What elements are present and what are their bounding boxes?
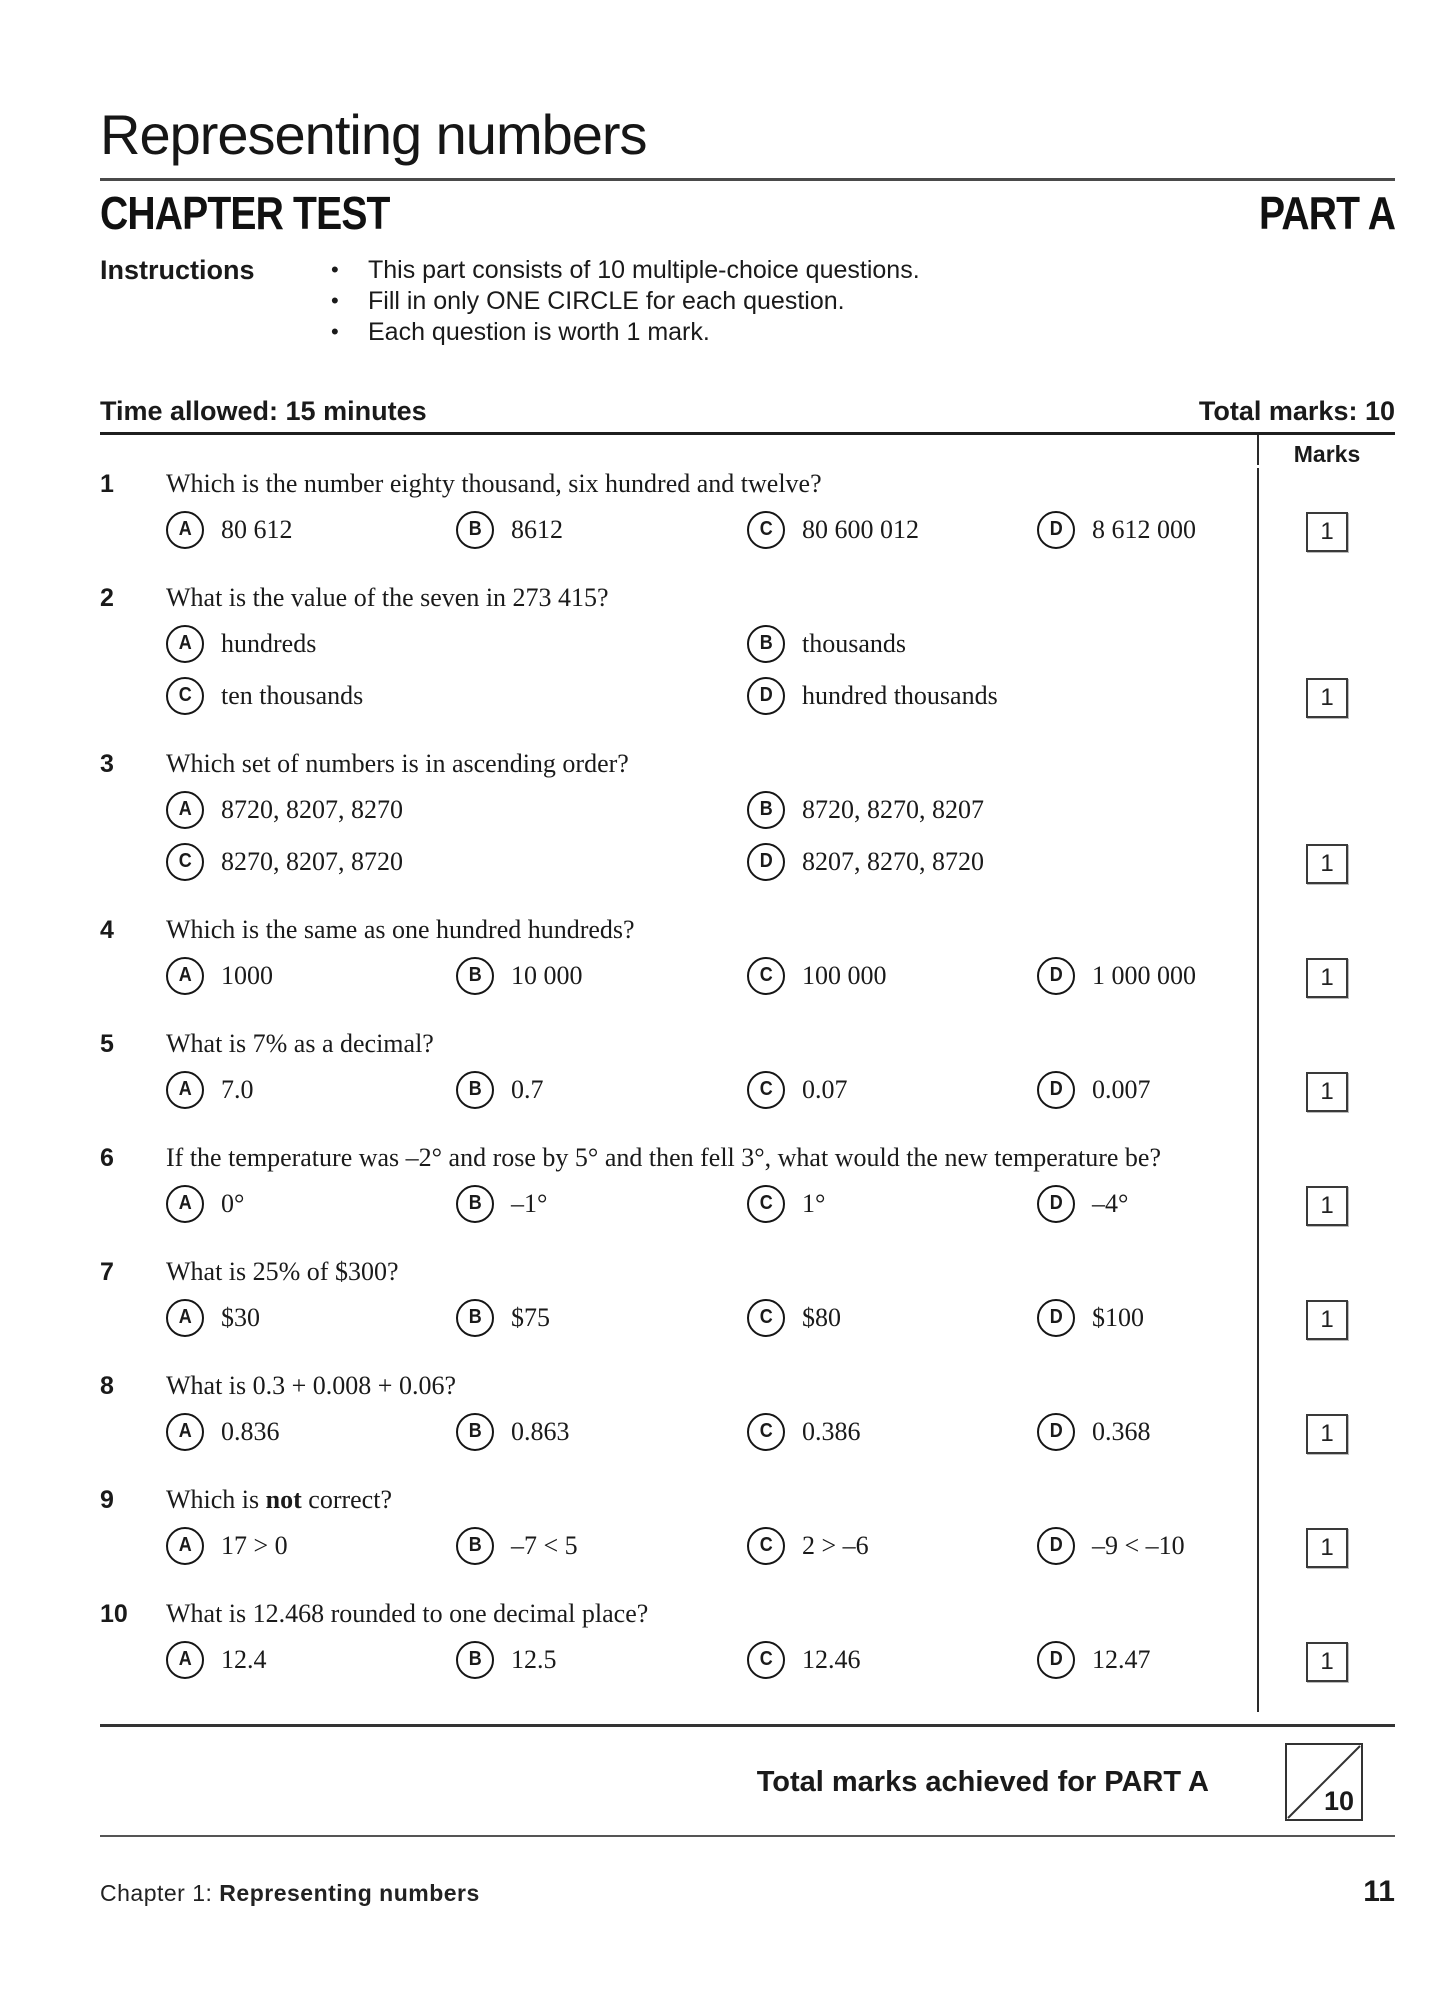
option-text: 10 000 xyxy=(511,961,583,990)
question-number: 6 xyxy=(100,1144,114,1172)
marks-cell xyxy=(1259,1256,1395,1370)
option-letter: B xyxy=(468,518,482,540)
option xyxy=(166,676,747,716)
time-allowed-label: Time allowed: 15 minutes xyxy=(100,396,427,426)
option-text: 0° xyxy=(221,1189,245,1218)
option xyxy=(1037,1412,1257,1452)
option-letter: A xyxy=(178,964,192,986)
option-bubble-C[interactable] xyxy=(747,1299,785,1337)
option-letter: C xyxy=(759,1078,773,1100)
option xyxy=(166,1070,456,1110)
option-text: 17 > 0 xyxy=(221,1531,288,1560)
option-letter: A xyxy=(178,518,192,540)
option xyxy=(747,956,1037,996)
option xyxy=(166,1412,456,1452)
option-text: 100 000 xyxy=(802,961,887,990)
option-text: 8270, 8207, 8720 xyxy=(221,847,403,876)
question-row xyxy=(100,914,1395,1028)
option-text: 0.07 xyxy=(802,1075,848,1104)
option xyxy=(747,510,1037,550)
option-bubble-D[interactable] xyxy=(1037,511,1075,549)
marks-header-row xyxy=(100,435,1395,468)
option-bubble-A[interactable] xyxy=(166,957,204,995)
option-text: hundreds xyxy=(221,629,317,658)
option-letter: C xyxy=(759,964,773,986)
option xyxy=(1037,1184,1257,1224)
options-grid xyxy=(166,956,1257,996)
option-text: thousands xyxy=(802,629,906,658)
mark-box[interactable]: 1 xyxy=(1306,844,1348,884)
option xyxy=(166,842,747,882)
option xyxy=(747,1184,1037,1224)
question-row xyxy=(100,1484,1395,1598)
option-letter: C xyxy=(759,518,773,540)
option-text: –4° xyxy=(1092,1189,1129,1218)
total-marks-possible: 10 xyxy=(1323,1786,1354,1816)
option-bubble-A[interactable] xyxy=(166,625,204,663)
option-bubble-B[interactable] xyxy=(456,957,494,995)
option-letter: A xyxy=(178,632,192,654)
option xyxy=(747,676,1257,716)
question-number: 1 xyxy=(100,470,114,498)
footer-rule xyxy=(100,1835,1395,1837)
option-text: –1° xyxy=(511,1189,548,1218)
question-text: Which set of numbers is in ascending order? xyxy=(166,749,629,778)
total-marks-label: Total marks: 10 xyxy=(1198,396,1395,426)
option-text: 1° xyxy=(802,1189,826,1218)
marks-cell xyxy=(1259,1598,1395,1712)
option-bubble-C[interactable] xyxy=(747,1527,785,1565)
marks-cell xyxy=(1259,468,1395,582)
question-number: 7 xyxy=(100,1258,114,1286)
question-text: Which is the same as one hundred hundreds? xyxy=(166,915,635,944)
option-bubble-A[interactable] xyxy=(166,1185,204,1223)
option-bubble-B[interactable] xyxy=(456,1527,494,1565)
question-number: 8 xyxy=(100,1372,114,1400)
option-letter: C xyxy=(759,1648,773,1670)
mark-box[interactable]: 1 xyxy=(1306,1414,1348,1454)
marks-cell xyxy=(1259,914,1395,1028)
marks-cell xyxy=(1259,748,1395,914)
total-achieved-label: Total marks achieved for PART A xyxy=(756,1765,1209,1798)
option-letter: A xyxy=(178,798,192,820)
option-letter: D xyxy=(1049,1420,1063,1442)
option-bubble-B[interactable] xyxy=(456,1641,494,1679)
question-text: What is 25% of $300? xyxy=(166,1257,399,1286)
option-bubble-A[interactable] xyxy=(166,511,204,549)
options-grid xyxy=(166,624,1257,716)
option xyxy=(747,1412,1037,1452)
options-grid xyxy=(166,1184,1257,1224)
question-row xyxy=(100,468,1395,582)
page-footer xyxy=(100,1875,1395,1909)
question-number: 9 xyxy=(100,1486,114,1514)
options-grid xyxy=(166,1070,1257,1110)
marks-cell xyxy=(1259,1142,1395,1256)
option-bubble-A[interactable] xyxy=(166,791,204,829)
option-letter: A xyxy=(178,1534,192,1556)
option xyxy=(456,1298,747,1338)
question-number: 5 xyxy=(100,1030,114,1058)
option-letter: D xyxy=(1049,1648,1063,1670)
question-row xyxy=(100,1598,1395,1712)
option-text: ten thousands xyxy=(221,681,364,710)
question-text: What is 7% as a decimal? xyxy=(166,1029,434,1058)
option-text: 0.863 xyxy=(511,1417,570,1446)
options-grid xyxy=(166,1640,1257,1680)
option-text: 7.0 xyxy=(221,1075,254,1104)
option-letter: D xyxy=(1049,1306,1063,1328)
option-text: 1 000 000 xyxy=(1092,961,1196,990)
question-text: What is 0.3 + 0.008 + 0.06? xyxy=(166,1371,457,1400)
option-text: –9 < –10 xyxy=(1092,1531,1185,1560)
questions-list xyxy=(100,468,1395,1712)
option-bubble-D[interactable] xyxy=(1037,957,1075,995)
option xyxy=(747,624,1257,664)
option xyxy=(166,1298,456,1338)
option-bubble-C[interactable] xyxy=(166,843,204,881)
option-letter: B xyxy=(468,1306,482,1328)
option-letter: D xyxy=(1049,964,1063,986)
instruction-item: • Fill in only ONE CIRCLE for each question. xyxy=(329,286,920,317)
marks-cell xyxy=(1259,1370,1395,1484)
option-bubble-D[interactable] xyxy=(1037,1413,1075,1451)
option xyxy=(166,510,456,550)
instructions-block xyxy=(100,255,1395,348)
option-text: 8720, 8270, 8207 xyxy=(802,795,984,824)
chapter-heading-row xyxy=(100,187,1395,239)
option-bubble-D[interactable] xyxy=(1037,1071,1075,1109)
question-text: If the temperature was –2° and rose by 5° and then fell 3°, what would the new temperature be? xyxy=(166,1143,1162,1172)
option-letter: B xyxy=(468,1192,482,1214)
option-bubble-D[interactable] xyxy=(1037,1299,1075,1337)
option-letter: C xyxy=(759,1420,773,1442)
option-text: 8720, 8207, 8270 xyxy=(221,795,403,824)
option-letter: C xyxy=(759,1192,773,1214)
option-bubble-B[interactable] xyxy=(747,791,785,829)
options-grid xyxy=(166,1298,1257,1338)
option-bubble-D[interactable] xyxy=(1037,1641,1075,1679)
question-number: 10 xyxy=(100,1600,128,1628)
option-letter: D xyxy=(759,684,773,706)
option xyxy=(1037,1640,1257,1680)
option-letter: C xyxy=(178,850,192,872)
option-text: 0.368 xyxy=(1092,1417,1151,1446)
question-number: 3 xyxy=(100,750,114,778)
option-bubble-A[interactable] xyxy=(166,1071,204,1109)
questions-bottom-rule xyxy=(100,1724,1395,1727)
question-number: 2 xyxy=(100,584,114,612)
footer-chapter-title: Representing numbers xyxy=(219,1880,480,1906)
option xyxy=(166,1184,456,1224)
instructions-list xyxy=(329,255,920,348)
total-achieved-row xyxy=(100,1743,1395,1821)
option xyxy=(166,956,456,996)
mark-box[interactable]: 1 xyxy=(1306,1072,1348,1112)
question-row xyxy=(100,582,1395,748)
option-text: 12.46 xyxy=(802,1645,861,1674)
option xyxy=(456,1184,747,1224)
option-text: –7 < 5 xyxy=(511,1531,578,1560)
option-bubble-D[interactable] xyxy=(1037,1527,1075,1565)
mark-box[interactable]: 1 xyxy=(1306,678,1348,718)
option xyxy=(747,842,1257,882)
option-bubble-D[interactable] xyxy=(747,843,785,881)
page-title: Representing numbers xyxy=(100,103,647,166)
option-bubble-B[interactable] xyxy=(456,1185,494,1223)
option-bubble-C[interactable] xyxy=(747,1185,785,1223)
mark-box[interactable]: 1 xyxy=(1306,1528,1348,1568)
mark-box[interactable]: 1 xyxy=(1306,1642,1348,1682)
instruction-item: • This part consists of 10 multiple-choice questions. xyxy=(329,255,920,286)
marks-cell xyxy=(1259,1028,1395,1142)
option-text: 0.7 xyxy=(511,1075,544,1104)
question-text: Which is the number eighty thousand, six hundred and twelve? xyxy=(166,469,822,498)
mark-box[interactable]: 1 xyxy=(1306,512,1348,552)
option-letter: C xyxy=(178,684,192,706)
option xyxy=(1037,510,1257,550)
footer-chapter-prefix: Chapter 1: xyxy=(100,1880,213,1906)
instructions-label: Instructions xyxy=(100,255,255,285)
mark-box[interactable]: 1 xyxy=(1306,1300,1348,1340)
option-letter: B xyxy=(468,1078,482,1100)
option-text: 80 600 012 xyxy=(802,515,919,544)
option xyxy=(1037,1070,1257,1110)
question-row xyxy=(100,1256,1395,1370)
marks-cell xyxy=(1259,1484,1395,1598)
mark-box[interactable]: 1 xyxy=(1306,1186,1348,1226)
option xyxy=(166,790,747,830)
question-number: 4 xyxy=(100,916,114,944)
option-bubble-D[interactable] xyxy=(1037,1185,1075,1223)
option-bubble-B[interactable] xyxy=(456,1413,494,1451)
option xyxy=(1037,1298,1257,1338)
option-text: 8207, 8270, 8720 xyxy=(802,847,984,876)
option-bubble-A[interactable] xyxy=(166,1299,204,1337)
time-row xyxy=(100,396,1395,426)
question-row xyxy=(100,1370,1395,1484)
option xyxy=(456,1412,747,1452)
option-letter: D xyxy=(1049,518,1063,540)
option xyxy=(456,1640,747,1680)
option-text: $100 xyxy=(1092,1303,1144,1332)
chapter-test-heading: CHAPTER TEST xyxy=(100,187,390,239)
option xyxy=(456,1070,747,1110)
option-text: $80 xyxy=(802,1303,841,1332)
option-bubble-B[interactable] xyxy=(747,625,785,663)
option-letter: B xyxy=(759,798,773,820)
option-text: 0.836 xyxy=(221,1417,280,1446)
option-letter: D xyxy=(1049,1078,1063,1100)
part-label: PART A xyxy=(1258,187,1395,239)
option-text: 80 612 xyxy=(221,515,293,544)
question-text: What is 12.468 rounded to one decimal place? xyxy=(166,1599,649,1628)
marks-column-header: Marks xyxy=(1293,441,1361,467)
option-letter: B xyxy=(468,1420,482,1442)
option-text: 2 > –6 xyxy=(802,1531,869,1560)
footer-chapter xyxy=(100,1880,480,1907)
option-text: 12.4 xyxy=(221,1645,267,1674)
option-text: $75 xyxy=(511,1303,550,1332)
question-text: Which is not correct? xyxy=(166,1485,392,1514)
question-row xyxy=(100,748,1395,914)
question-text: What is the value of the seven in 273 415? xyxy=(166,583,609,612)
option-bubble-C[interactable] xyxy=(747,1071,785,1109)
question-row xyxy=(100,1028,1395,1142)
option-bubble-A[interactable] xyxy=(166,1641,204,1679)
option-bubble-B[interactable] xyxy=(456,511,494,549)
option xyxy=(747,1526,1037,1566)
option-letter: B xyxy=(468,1648,482,1670)
options-grid xyxy=(166,510,1257,550)
option xyxy=(456,956,747,996)
option-text: 12.5 xyxy=(511,1645,557,1674)
option-letter: C xyxy=(759,1534,773,1556)
option-letter: A xyxy=(178,1192,192,1214)
page-number: 11 xyxy=(1363,1875,1395,1908)
option-text: $30 xyxy=(221,1303,260,1332)
option xyxy=(166,624,747,664)
marks-header-spacer xyxy=(100,435,1259,465)
option xyxy=(456,1526,747,1566)
option-letter: A xyxy=(178,1648,192,1670)
option-text: 12.47 xyxy=(1092,1645,1151,1674)
option xyxy=(1037,956,1257,996)
option xyxy=(747,1298,1037,1338)
option-letter: B xyxy=(468,964,482,986)
option-bubble-C[interactable] xyxy=(747,957,785,995)
option xyxy=(747,1640,1037,1680)
options-grid xyxy=(166,1412,1257,1452)
option-bubble-C[interactable] xyxy=(747,511,785,549)
option-letter: A xyxy=(178,1078,192,1100)
option-text: 8612 xyxy=(511,515,563,544)
instruction-item: • Each question is worth 1 mark. xyxy=(329,317,920,348)
option-text: 8 612 000 xyxy=(1092,515,1196,544)
option-bubble-A[interactable] xyxy=(166,1413,204,1451)
option-bubble-B[interactable] xyxy=(456,1071,494,1109)
mark-box[interactable]: 1 xyxy=(1306,958,1348,998)
option-letter: D xyxy=(759,850,773,872)
option-bubble-C[interactable] xyxy=(166,677,204,715)
options-grid xyxy=(166,1526,1257,1566)
option-text: 0.386 xyxy=(802,1417,861,1446)
option-text: 1000 xyxy=(221,961,273,990)
option xyxy=(456,510,747,550)
option-letter: B xyxy=(759,632,773,654)
total-marks-box[interactable] xyxy=(1285,1743,1363,1821)
option-bubble-D[interactable] xyxy=(747,677,785,715)
option-letter: D xyxy=(1049,1192,1063,1214)
question-row xyxy=(100,1142,1395,1256)
option-text: 0.007 xyxy=(1092,1075,1151,1104)
options-grid xyxy=(166,790,1257,882)
option-letter: A xyxy=(178,1420,192,1442)
option xyxy=(166,1526,456,1566)
option-text: hundred thousands xyxy=(802,681,998,710)
option xyxy=(166,1640,456,1680)
option xyxy=(747,1070,1037,1110)
option-letter: C xyxy=(759,1306,773,1328)
option-bubble-C[interactable] xyxy=(747,1641,785,1679)
option-bubble-B[interactable] xyxy=(456,1299,494,1337)
title-rule xyxy=(100,178,1395,181)
marks-cell xyxy=(1259,582,1395,748)
option xyxy=(1037,1526,1257,1566)
option-letter: A xyxy=(178,1306,192,1328)
option-letter: D xyxy=(1049,1534,1063,1556)
option-bubble-C[interactable] xyxy=(747,1413,785,1451)
option-letter: B xyxy=(468,1534,482,1556)
option xyxy=(747,790,1257,830)
option-bubble-A[interactable] xyxy=(166,1527,204,1565)
